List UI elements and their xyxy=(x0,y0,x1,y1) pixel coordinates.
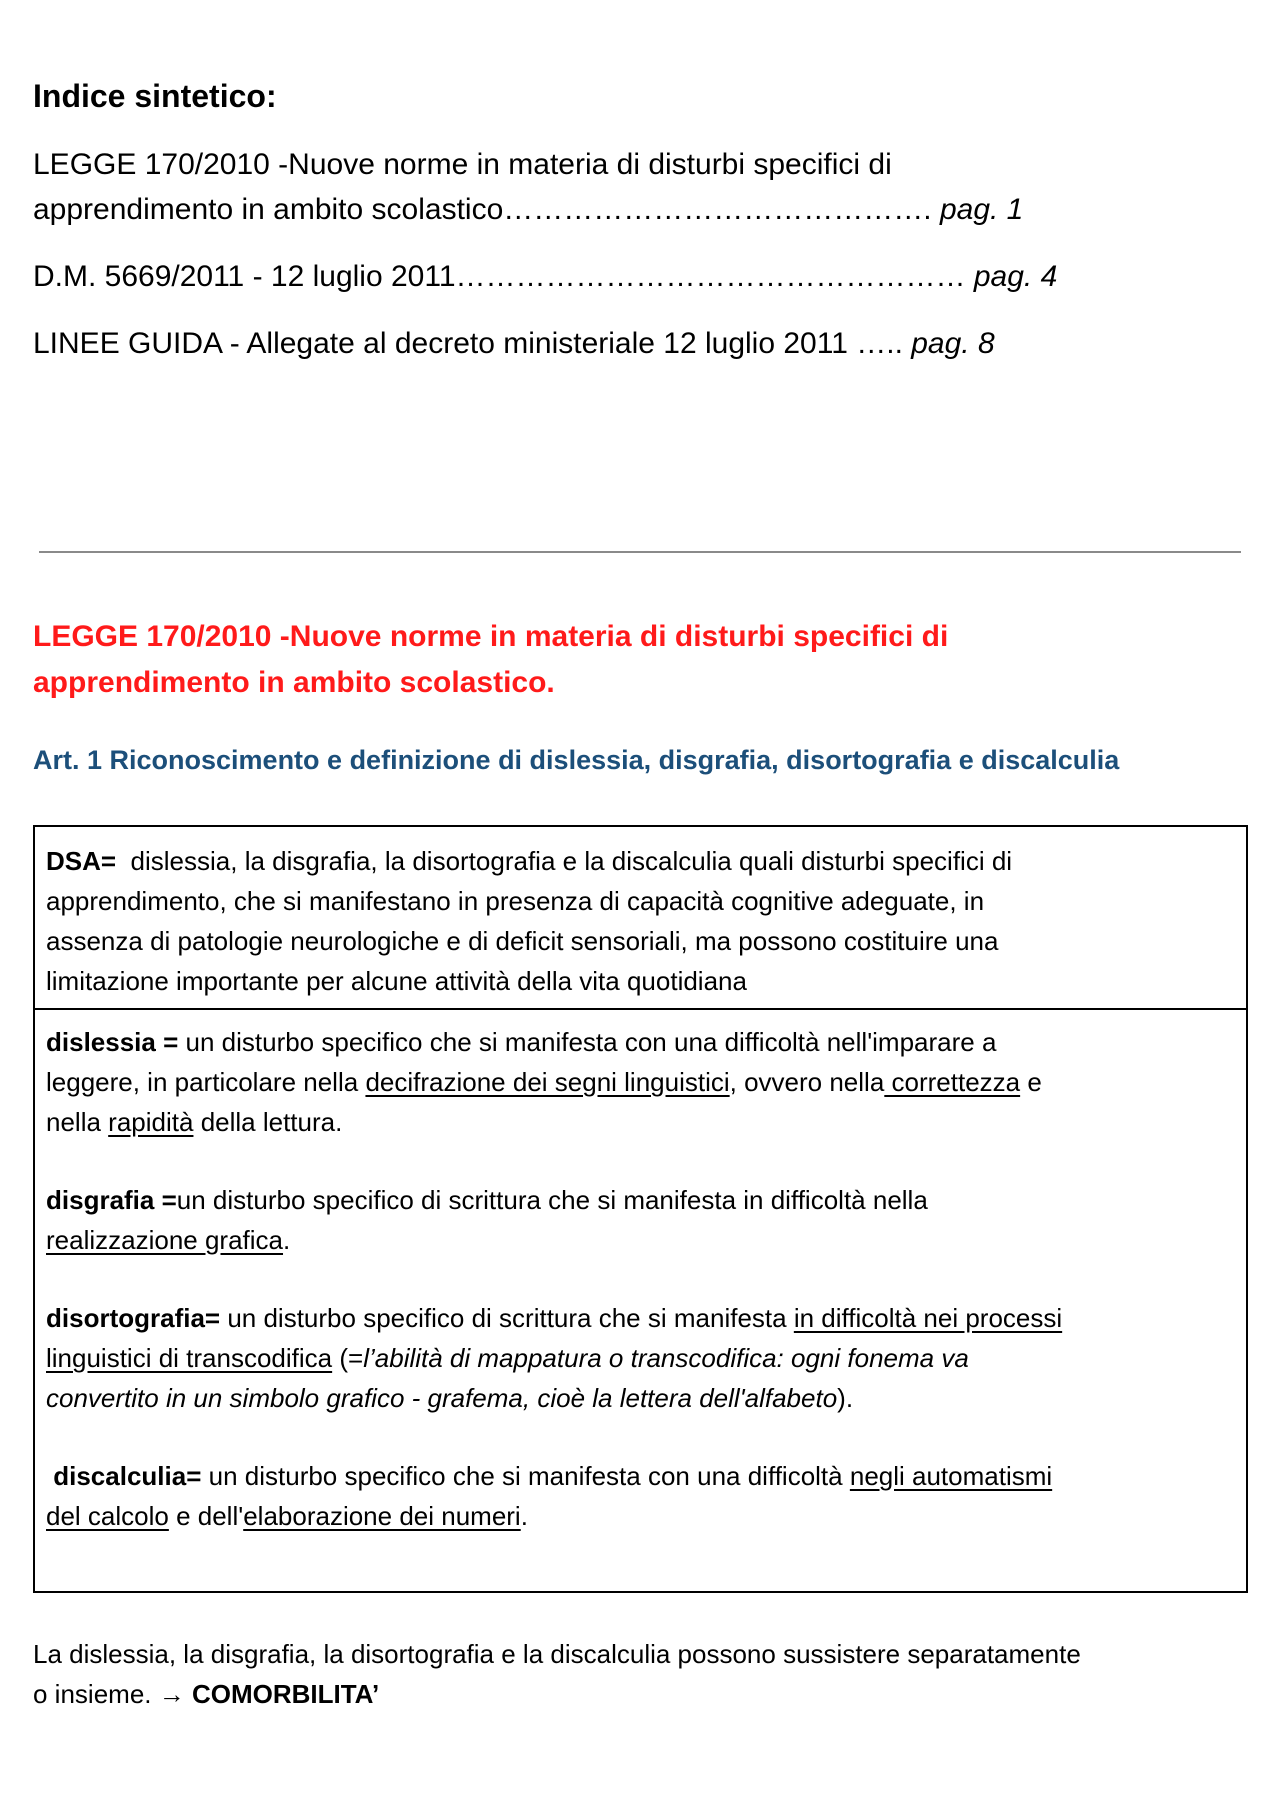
index-entry-text: apprendimento in ambito scolastico xyxy=(33,193,504,226)
index-title: Indice sintetico: xyxy=(33,78,277,114)
dsa-definition-cell xyxy=(35,827,1246,1010)
index-entry-line xyxy=(33,187,1023,232)
section-divider xyxy=(39,551,1241,553)
comorbidity-term: COMORBILITA’ xyxy=(191,1679,380,1709)
index-entry-legge-170[interactable] xyxy=(33,142,1023,232)
dislessia-definition xyxy=(46,1022,1234,1142)
index-dot-leader: ….. xyxy=(856,327,903,360)
definition-text: e dell' xyxy=(168,1501,244,1531)
definitions-table xyxy=(33,825,1248,1593)
underlined-term: decifrazione dei segni linguistici xyxy=(365,1067,730,1097)
dsa-term: DSA= xyxy=(46,846,117,876)
index-page-ref: pag. 8 xyxy=(911,327,995,360)
disortografia-term: disortografia= xyxy=(46,1303,221,1333)
index-entry-text: D.M. 5669/2011 - 12 luglio 2011 xyxy=(33,260,456,293)
definition-text: un disturbo specifico di scrittura che si manifesta xyxy=(227,1303,787,1333)
definition-text: un disturbo specifico che si manifesta con una difficoltà xyxy=(208,1461,843,1491)
law-title xyxy=(33,614,1233,706)
disgrafia-definition xyxy=(46,1180,1234,1260)
dsa-definition xyxy=(46,841,1234,1001)
underlined-term: elaborazione dei numeri xyxy=(243,1501,521,1531)
index-entry-dm-5669[interactable] xyxy=(33,254,1057,299)
article-title: Art. 1 Riconoscimento e definizione di dislessia, disgrafia, disortografia e discalculia xyxy=(33,745,1120,775)
law-title-line: apprendimento in ambito scolastico. xyxy=(33,666,555,699)
definition-text: apprendimento, che si manifestano in presenza di capacità cognitive adeguate, in xyxy=(46,886,985,916)
definition-text: assenza di patologie neurologiche e di deficit sensoriali, ma possono costituire una xyxy=(46,926,999,956)
definition-text: nella xyxy=(46,1107,101,1137)
underlined-term: correttezza xyxy=(884,1067,1021,1097)
underlined-term: realizzazione grafica xyxy=(46,1225,284,1255)
underlined-term: rapidità xyxy=(108,1107,194,1137)
disorders-definition-cell xyxy=(35,1010,1246,1536)
disortografia-definition xyxy=(46,1298,1234,1418)
underlined-term: in difficoltà nei processi xyxy=(793,1303,1063,1333)
index-page-ref: pag. 1 xyxy=(939,193,1024,226)
index-entry-linee-guida[interactable] xyxy=(33,321,995,366)
definition-text: . xyxy=(520,1501,528,1531)
underlined-term: negli automatismi xyxy=(849,1461,1053,1491)
definition-text: un disturbo specifico di scrittura che si manifesta in difficoltà nella xyxy=(176,1185,928,1215)
definition-text: (= xyxy=(332,1343,364,1373)
discalculia-term: discalculia= xyxy=(53,1461,202,1491)
comorbidity-note xyxy=(33,1634,1263,1714)
law-title-line: LEGGE 170/2010 -Nuove norme in materia di disturbi specifici di xyxy=(33,620,949,653)
definition-text: della lettura. xyxy=(200,1107,343,1137)
definition-text: leggere, in particolare nella xyxy=(46,1067,359,1097)
definition-text: limitazione importante per alcune attività della vita quotidiana xyxy=(46,966,747,996)
definition-text: un disturbo specifico che si manifesta con una difficoltà nell'imparare a xyxy=(185,1027,997,1057)
index-entry-line: LEGGE 170/2010 -Nuove norme in materia di disturbi specifici di xyxy=(33,148,892,181)
dislessia-term: dislessia = xyxy=(46,1027,179,1057)
definition-text: e xyxy=(1020,1067,1042,1097)
index-page-ref: pag. 4 xyxy=(973,260,1058,293)
definition-text: , ovvero nella xyxy=(729,1067,885,1097)
index-dot-leader: …………………………………………… xyxy=(455,260,966,293)
definition-text: dislessia, la disgrafia, la disortografia e la discalculia quali disturbi specifici di xyxy=(130,846,1013,876)
discalculia-definition xyxy=(46,1456,1234,1536)
index-entry-text: LINEE GUIDA - Allegate al decreto ministeriale 12 luglio 2011 xyxy=(33,327,848,360)
closing-line: La dislessia, la disgrafia, la disortografia e la discalculia possono sussistere separatamente xyxy=(33,1639,1081,1669)
disgrafia-term: disgrafia = xyxy=(46,1185,177,1215)
underlined-term: del calcolo xyxy=(46,1501,169,1531)
definition-text: ). xyxy=(837,1383,854,1413)
index-dot-leader: ……………………………………. xyxy=(503,193,932,226)
closing-text: o insieme. → xyxy=(33,1679,192,1709)
definition-text: . xyxy=(283,1225,291,1255)
underlined-term: linguistici di transcodifica xyxy=(46,1343,333,1373)
italic-note: l’abilità di mappatura o transcodifica: ogni fonema va xyxy=(363,1343,969,1373)
italic-note: convertito in un simbolo grafico - grafema, cioè la lettera dell'alfabeto xyxy=(46,1383,838,1413)
closing-line xyxy=(33,1674,1263,1714)
